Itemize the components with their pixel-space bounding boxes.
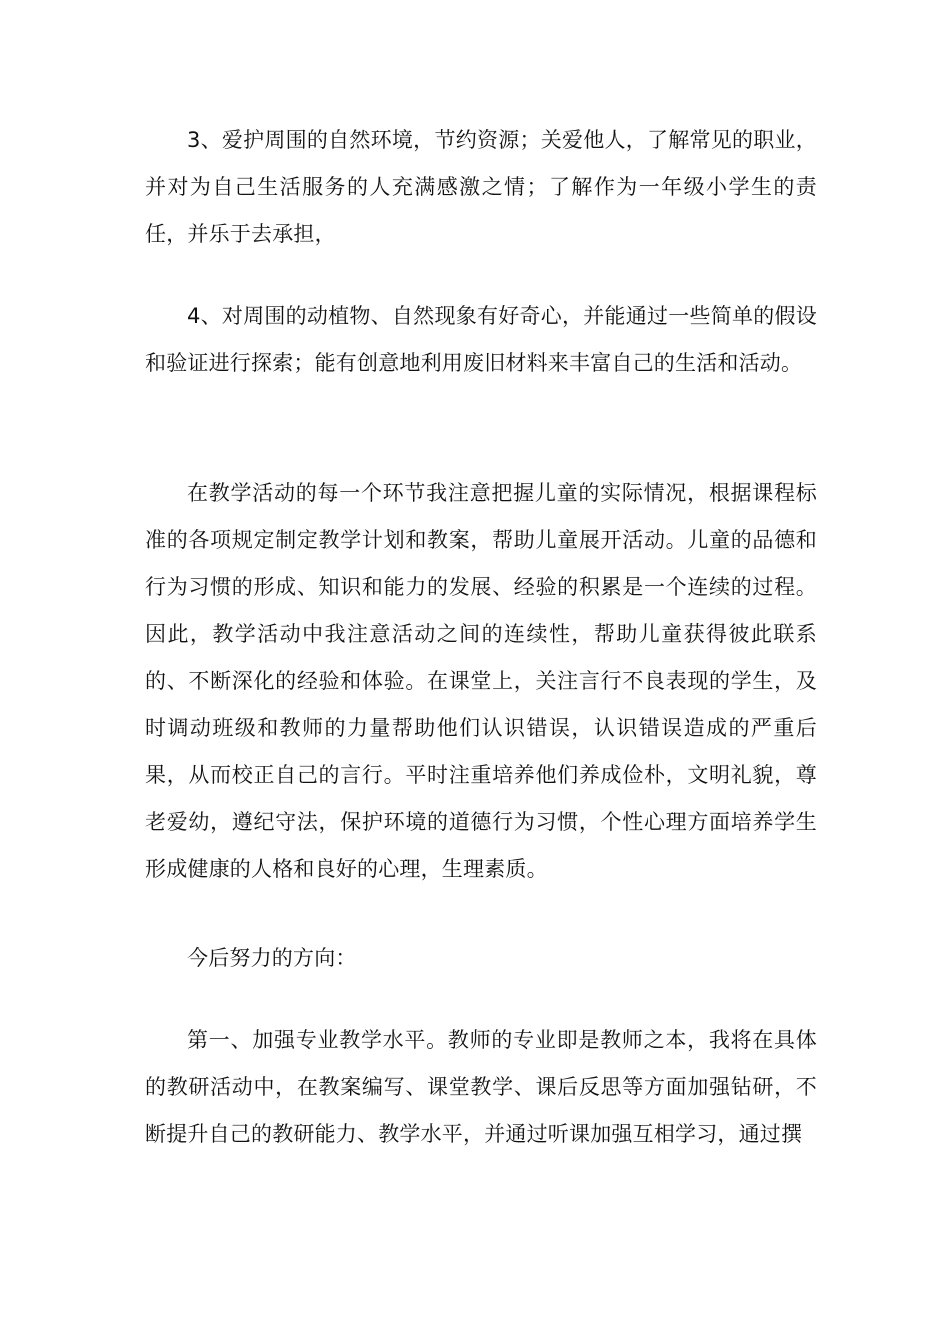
paragraph-first-improvement: 第一、加强专业教学水平。教师的专业即是教师之本，我将在具体的教研活动中，在教案编写、课堂教学、课后反思等方面加强钻研，不断提升自己的教研能力、教学水平，并通过听课加强互相学习，通过撰 [145,1028,817,1146]
paragraph-teaching-activities: 在教学活动的每一个环节我注意把握儿童的实际情况，根据课程标准的各项规定制定教学计划和教案，帮助儿童展开活动。儿童的品德和行为习惯的形成、知识和能力的发展、经验的积累是一个连续的过程。因此，教学活动中我注意活动之间的连续性，帮助儿童获得彼此联系的、不断深化的经验和体验。在课堂上，关注言行不良表现的学生，及时调动班级和教师的力量帮助他们认识错误，认识错误造成的严重后果，从而校正自己的言行。平时注重培养他们养成俭朴，文明礼貌，尊老爱幼，遵纪守法，保护环境的道德行为习惯，个性心理方面培养学生形成健康的人格和良好的心理，生理素质。 [145,481,817,881]
paragraph-goal-4: 4、对周围的动植物、自然现象有好奇心，并能通过一些简单的假设和验证进行探索；能有创意地利用废旧材料来丰富自己的生活和活动。 [145,304,817,375]
paragraph-future-direction-heading: 今后努力的方向： [187,946,357,970]
paragraph-goal-3: 3、爱护周围的自然环境，节约资源；关爱他人，了解常见的职业，并对为自己生活服务的人充满感激之情；了解作为一年级小学生的责任，并乐于去承担， [145,128,817,246]
